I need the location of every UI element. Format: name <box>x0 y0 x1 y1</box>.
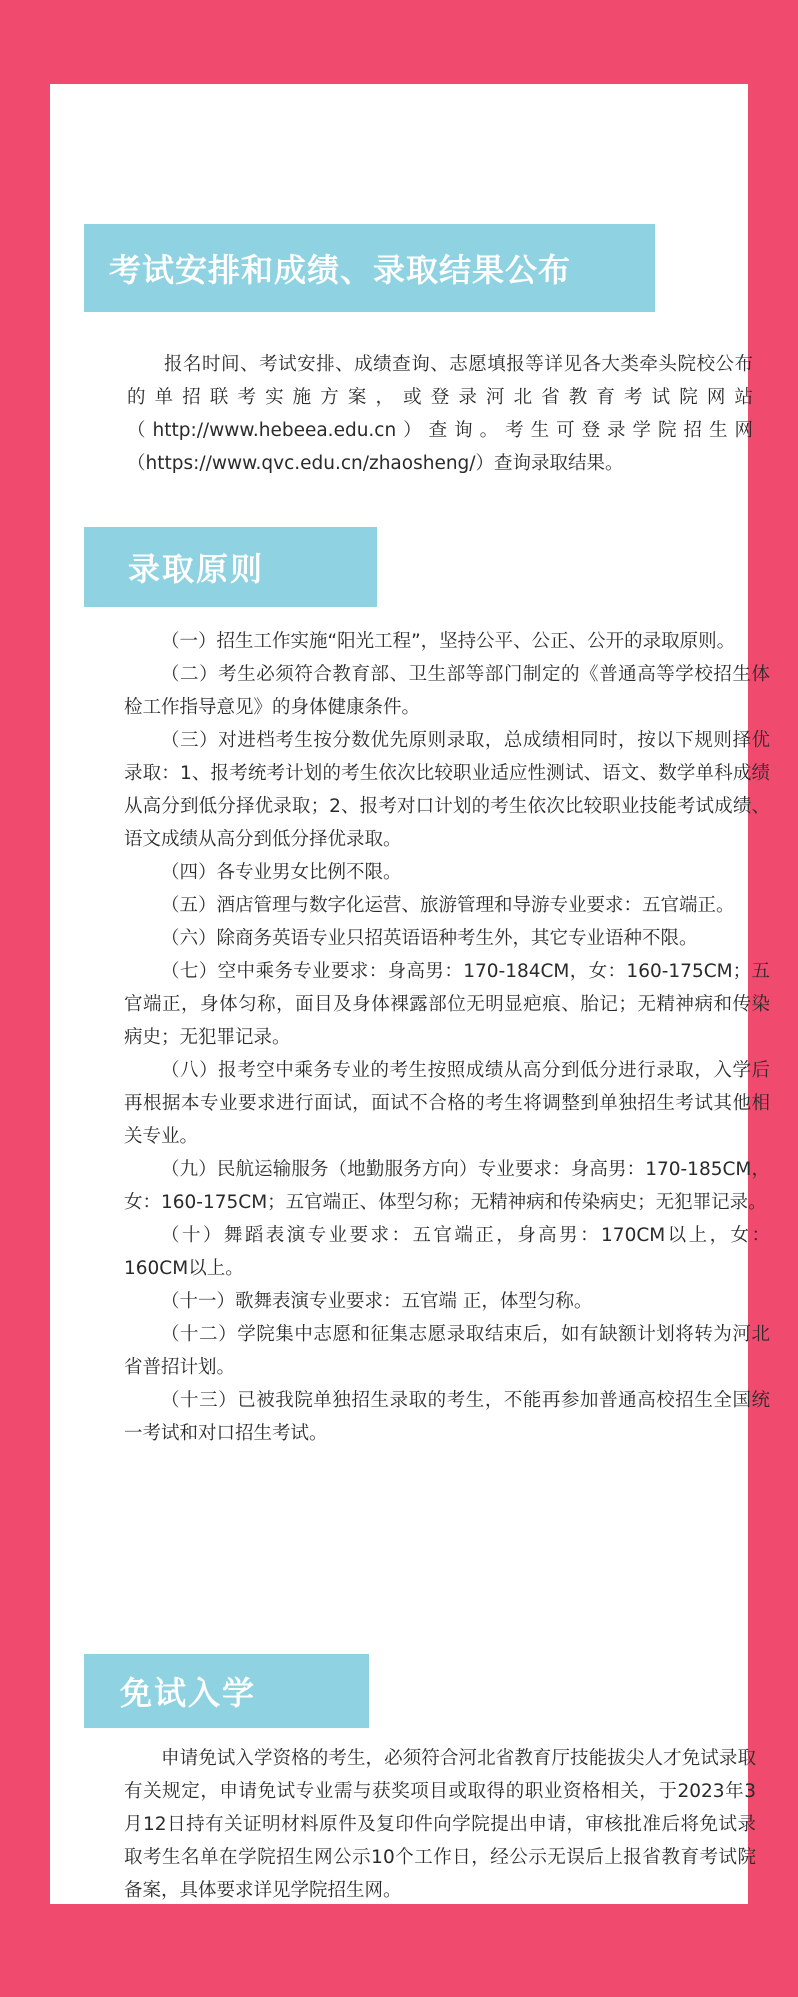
principle-item: （七）空中乘务专业要求：身高男：170-184CM，女：160-175CM；五官端正，身体匀称，面目及身体裸露部位无明显疤痕、胎记；无精神病和传染病史；无犯罪记录。 <box>124 961 770 1048</box>
principle-item: （一）招生工作实施“阳光工程”，坚持公平、公正、公开的录取原则。 <box>161 631 736 652</box>
principle-item: （三）对进档考生按分数优先原则录取，总成绩相同时，按以下规则择优录取：1、报考统考计划的考生依次比较职业适应性测试、语文、数学单科成绩从高分到低分择优录取；2、报考对口计划的考生依次比较职业技能考试成绩、语文成绩从高分到低分择优录取。 <box>124 730 770 850</box>
principle-item: （十三）已被我院单独招生录取的考生，不能再参加普通高校招生全国统一考试和对口招生考试。 <box>124 1390 770 1444</box>
principle-item: （五）酒店管理与数字化运营、旅游管理和导游专业要求：五官端正。 <box>161 895 735 916</box>
admission-principles-list <box>124 625 770 1450</box>
section-title: 免试入学 <box>120 1674 257 1712</box>
principle-item: （四）各专业男女比例不限。 <box>161 862 402 883</box>
section-header-admission-principles <box>84 527 377 607</box>
exam-results-text <box>127 348 753 480</box>
principle-item: （八）报考空中乘务专业的考生按照成绩从高分到低分进行录取，入学后再根据本专业要求进行面试，面试不合格的考生将调整到单独招生考试其他相关专业。 <box>124 1060 770 1147</box>
principle-item: （十二）学院集中志愿和征集志愿录取结束后，如有缺额计划将转为河北省普招计划。 <box>124 1324 770 1378</box>
paragraph: 报名时间、考试安排、成绩查询、志愿填报等详见各大类牵头院校公布的单招联考实施方案，或登录河北省教育考试院网站（http://www.hebeea.edu.cn）查询。考生可登录学院招生网（https://www.qvc.edu.cn/zhaosheng/）查询录取结果。 <box>127 354 753 474</box>
exam-free-admission-text <box>124 1742 756 1907</box>
section-title: 考试安排和成绩、录取结果公布 <box>109 251 572 289</box>
principle-item: （十）舞蹈表演专业要求：五官端正，身高男：170CM以上，女：160CM以上。 <box>124 1225 770 1279</box>
section-title: 录取原则 <box>128 550 265 588</box>
principle-item: （六）除商务英语专业只招英语语种考生外，其它专业语种不限。 <box>161 928 698 949</box>
principle-item: （二）考生必须符合教育部、卫生部等部门制定的《普通高等学校招生体检工作指导意见》的身体健康条件。 <box>124 664 770 718</box>
section-header-exam-results <box>84 224 655 312</box>
principle-item: （十一）歌舞表演专业要求：五官端 正，体型匀称。 <box>161 1291 593 1312</box>
principle-item: （九）民航运输服务（地勤服务方向）专业要求：身高男：170-185CM，女：160-175CM；五官端正、体型匀称；无精神病和传染病史；无犯罪记录。 <box>124 1159 770 1213</box>
content-card <box>50 84 770 1904</box>
paragraph: 申请免试入学资格的考生，必须符合河北省教育厅技能拔尖人才免试录取有关规定，申请免试专业需与获奖项目或取得的职业资格相关，于2023年3月12日持有关证明材料原件及复印件向学院提出申请，审核批准后将免试录取考生名单在学院招生网公示10个工作日，经公示无误后上报省教育考试院备案，具体要求详见学院招生网。 <box>124 1748 756 1901</box>
section-header-exam-free-admission <box>84 1654 369 1728</box>
